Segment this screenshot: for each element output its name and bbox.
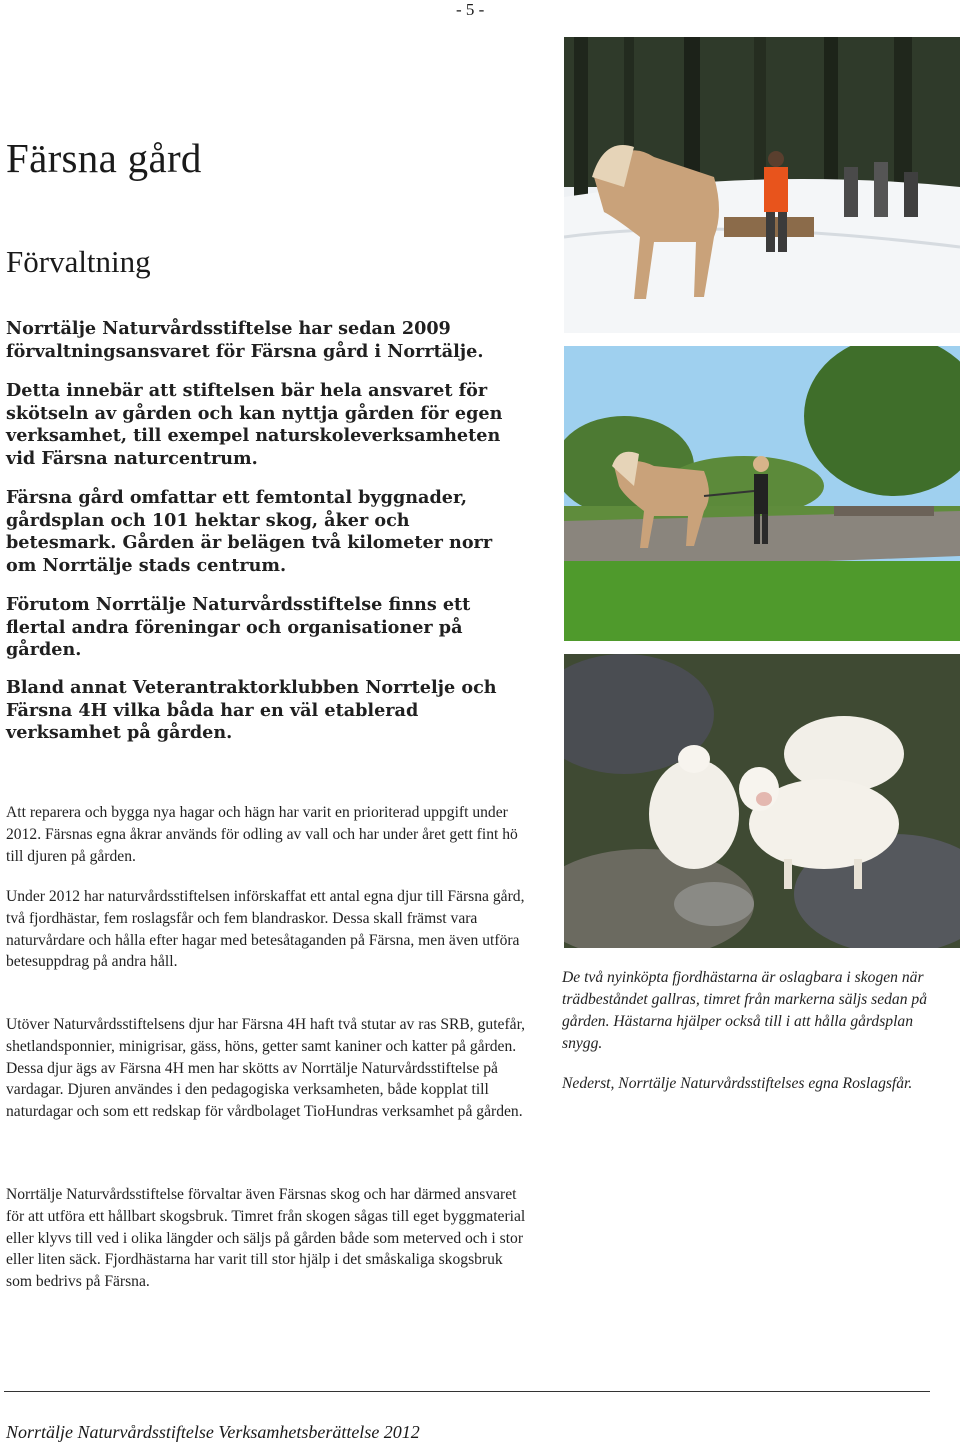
lead-paragraph: Förutom Norrtälje Naturvårdsstiftelse finns ett flertal andra föreningar och organisationer på gården. (6, 594, 471, 661)
photo-roslag-sheep (564, 654, 960, 948)
photo-horse-harrowing-yard (564, 346, 960, 641)
photo-horse-in-snow-forest (564, 37, 960, 333)
body-paragraph: Att reparera och bygga nya hagar och hägn har varit en prioriterad uppgift under 2012. Färsnas egna åkrar används för odling av vall och har under året gett fint hö till djuren på gården. (6, 804, 518, 865)
page-title: Färsna gård (6, 135, 202, 181)
lead-paragraph: Färsna gård omfattar ett femtontal byggnader, gårdsplan och 101 hektar skog, åker och betesmark. Gården är belägen två kilometer norr om Norrtälje stads centrum. (6, 487, 493, 576)
lead-paragraph: Bland annat Veterantraktorklubben Norrtelje och Färsna 4H vilka båda har en väl etablerad verksamhet på gården. (6, 677, 497, 744)
photo-caption: Nederst, Norrtälje Naturvårdsstiftelses egna Roslagsfår. (562, 1075, 913, 1092)
lead-paragraph: Norrtälje Naturvårdsstiftelse har sedan 2009 förvaltningsansvaret för Färsna gård i Norrtälje. (6, 318, 484, 362)
photo-caption: De två nyinköpta fjordhästarna är oslagbara i skogen när trädbeståndet gallras, timret från markerna säljs sedan på gården. Hästarna hjälper också till i att hålla gårdsplan snygg. (562, 969, 928, 1052)
lead-paragraph: Detta innebär att stiftelsen bär hela ansvaret för skötseln av gården och kan nyttja gården för egen verksamhet, till exempel naturskoleverksamheten vid Färsna naturcentrum. (6, 380, 503, 469)
body-paragraph: Under 2012 har naturvårdsstiftelsen införskaffat ett antal egna djur till Färsna gård, två fjordhästar, fem roslagsfår och fem blandraskor. Dessa skall främst vara naturvårdare och hålla efter hagar med betesåtaganden på Färsna, men även utföra betesuppdrag på andra håll. (6, 888, 525, 971)
footer-divider (4, 1391, 930, 1392)
body-paragraph: Utöver Naturvårdsstiftelsens djur har Färsna 4H haft två stutar av ras SRB, gutefår, shetlandsponnier, minigrisar, gäss, höns, getter samt kaniner och katter på gården. Dessa djur ägs av Färsna 4H men har skötts av Norrtälje Naturvårdsstiftelse på vardagar. Djuren användes i den pedagogiska verksamheten, både kopplat till naturdagar och som ett redskap för vårdbolaget TioHundras verksamhet på gården. (6, 1016, 526, 1121)
section-heading: Förvaltning (6, 244, 151, 279)
footer-text: Norrtälje Naturvårdsstiftelse Verksamhetsberättelse 2012 (6, 1422, 420, 1442)
body-paragraph: Norrtälje Naturvårdsstiftelse förvaltar även Färsnas skog och har därmed ansvaret för att utföra ett hållbart skogsbruk. Timret från skogen sågas till eget byggmaterial eller klyvs till ved i olika längder och säljs på gården både som meterved och i stor eller liten säck. Fjordhästarna har varit till stor hjälp i det småskaliga skogsbruk som bedrivs på Färsna. (6, 1186, 526, 1291)
page-number: - 5 - (456, 0, 485, 19)
